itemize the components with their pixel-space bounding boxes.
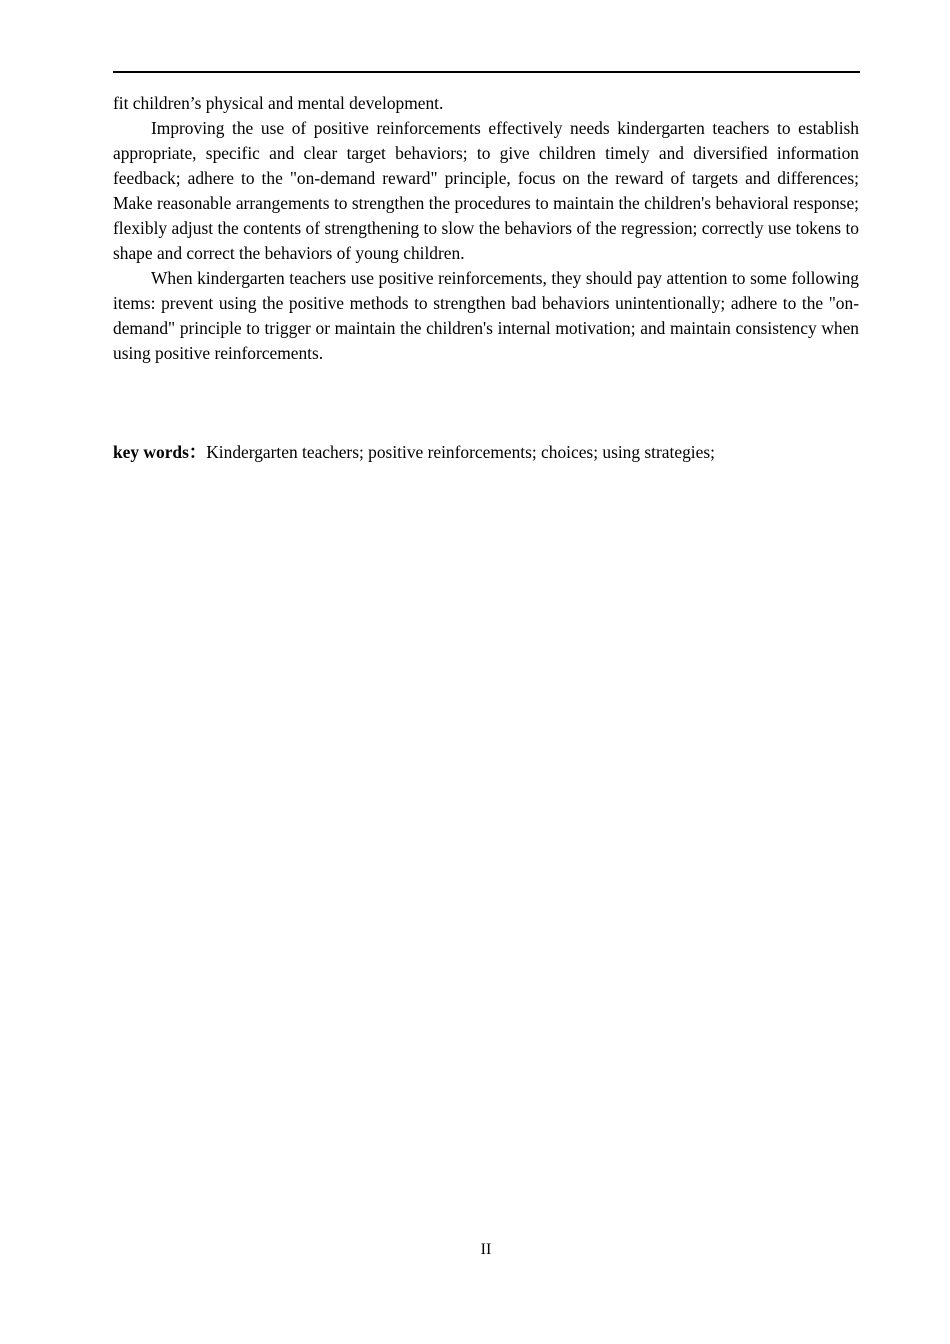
keywords-label: key words： [113, 442, 207, 462]
paragraph-attention-items: When kindergarten teachers use positive reinforcements, they should pay attention to some following items: prevent using the positive methods to strengthen bad behaviors unintentionally; adhere to the "on-demand" principle to trigger or maintain the children's internal motivation; and maintain consistency when using positive reinforcements. [113, 268, 859, 363]
paragraph-strategies: Improving the use of positive reinforcements effectively needs kindergarten teachers to establish appropriate, specific and clear target behaviors; to give children timely and diversified information feedback; adhere to the "on-demand reward" principle, focus on the reward of targets and differences; Make reasonable arrangements to strengthen the procedures to maintain the children's behavioral response; flexibly adjust the contents of strengthening to slow the behaviors of the regression; correctly use tokens to shape and correct the behaviors of young children. [113, 118, 859, 263]
paragraph-continuation: fit children’s physical and mental development. [113, 93, 444, 113]
header-rule [113, 71, 860, 73]
keywords-text: Kindergarten teachers; positive reinforcements; choices; using strategies; [206, 442, 715, 462]
page-number: II [480, 1241, 492, 1258]
keywords-line [113, 440, 859, 465]
abstract-body [113, 91, 859, 366]
